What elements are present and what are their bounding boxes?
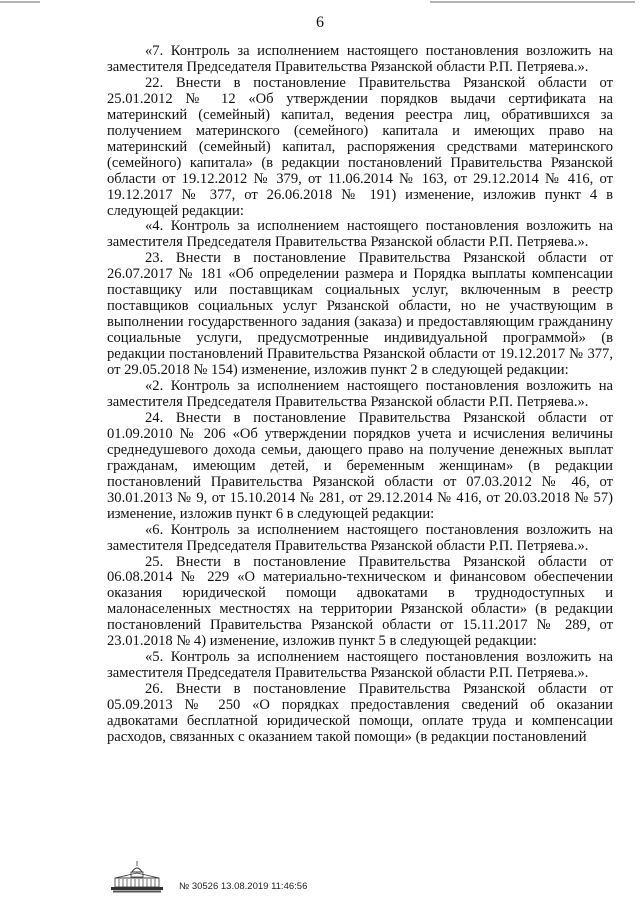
page-footer xyxy=(107,858,307,894)
document-body xyxy=(107,44,613,746)
paragraph-item-23: 23. Внести в постановление Правительства Рязанской области от 26.07.2017 № 181 «Об определении размера и Порядка выплаты компенсации поставщику или поставщикам социальных услуг, включенным в реестр поставщиков социальных услуг Рязанской области, но не участвующим в выполнении государственного задания (заказа) и предоставляющим гражданину социальные услуги, предусмотренные индивидуальной программой» (в редакции постановлений Правительства Рязанской области от 19.12.2017 № 377, от 29.05.2018 № 154) изменение, изложив пункт 2 в следующей редакции: xyxy=(107,250,613,379)
paragraph-item-26: 26. Внести в постановление Правительства Рязанской области от 05.09.2013 № 250 «О порядках предоставления сведений об оказании адвокатами бесплатной юридической помощи, оплате труда и компенсации расходов, связанных с оказанием такой помощи» (в редакции постановлений xyxy=(107,681,613,745)
paragraph-item-24: 24. Внести в постановление Правительства Рязанской области от 01.09.2010 № 206 «Об утверждении порядков учета и исчисления величины среднедушевого дохода семьи, дающего право на получение денежных выплат гражданам, имеющим детей, и беременным женщинам» (в редакции постановлений Правительства Рязанской области от 07.03.2012 № 46, от 30.01.2013 № 9, от 15.10.2014 № 281, от 29.12.2014 № 416, от 20.03.2018 № 57) изменение, изложив пункт 6 в следующей редакции: xyxy=(107,409,613,522)
paragraph-item-25: 25. Внести в постановление Правительства Рязанской области от 06.08.2014 № 229 «О материально-техническом и финансовом обеспечении оказания юридической помощи адвокатами в труднодоступных и малонаселенных местностях на территории Рязанской области» (в редакции постановлений Правительства Рязанской области от 15.11.2017 № 289, от 23.01.2018 № 4) изменение, изложив пункт 5 в следующей редакции: xyxy=(107,553,613,650)
paragraph-amendment-4: «4. Контроль за исполнением настоящего постановления возложить на заместителя Председателя Правительства Рязанской области Р.П. Петряева.». xyxy=(107,218,613,251)
page-number: 6 xyxy=(316,14,324,31)
paragraph-amendment-5: «5. Контроль за исполнением настоящего постановления возложить на заместителя Председателя Правительства Рязанской области Р.П. Петряева.». xyxy=(107,649,613,682)
paragraph-item-22: 22. Внести в постановление Правительства Рязанской области от 25.01.2012 № 12 «Об утверждении порядков выдачи сертификата на материнский (семейный) капитал, ведения реестра лиц, обратившихся за получением материнского (семейного) капитала и имеющих право на материнский (семейный) капитал, распоряжения средствами материнского (семейного) капитала» (в редакции постановлений Правительства Рязанской области от 19.12.2012 № 379, от 11.06.2014 № 163, от 29.12.2014 № 416, от 19.12.2017 № 377, от 26.06.2018 № 191) изменение, изложив пункт 4 в следующей редакции: xyxy=(107,74,613,219)
government-building-logo xyxy=(107,860,167,894)
scan-edge-mark-right xyxy=(430,1,635,3)
document-registration-stamp: № 30526 13.08.2019 11:46:56 xyxy=(179,881,308,892)
paragraph-amendment-7: «7. Контроль за исполнением настоящего постановления возложить на заместителя Председателя Правительства Рязанской области Р.П. Петряева.». xyxy=(107,43,613,75)
paragraph-amendment-2: «2. Контроль за исполнением настоящего постановления возложить на заместителя Председателя Правительства Рязанской области Р.П. Петряева.». xyxy=(107,378,613,410)
paragraph-amendment-6: «6. Контроль за исполнением настоящего постановления возложить на заместителя Председателя Правительства Рязанской области Р.П. Петряева.». xyxy=(107,521,613,554)
scan-edge-mark-left xyxy=(0,1,40,3)
